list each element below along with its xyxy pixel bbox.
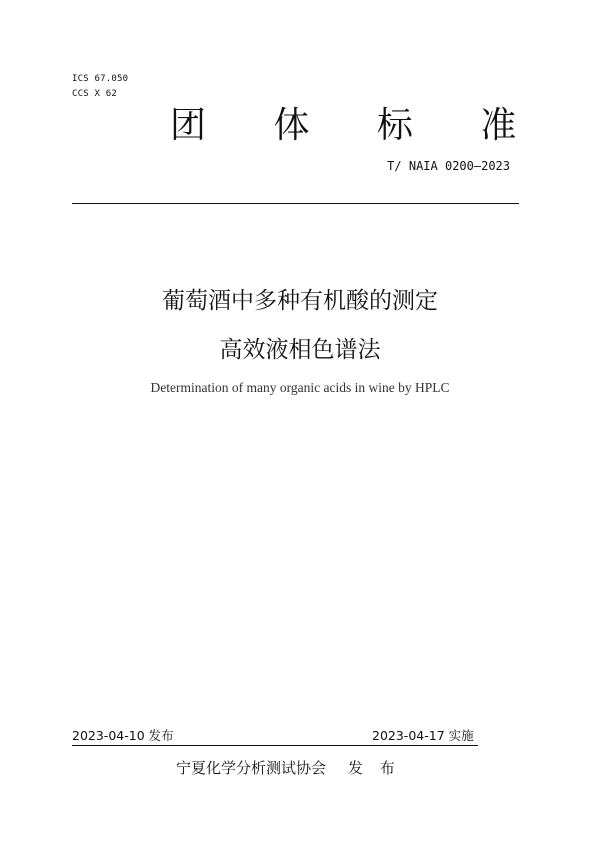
publisher-line <box>176 757 401 779</box>
document-title-line-1: 葡萄酒中多种有机酸的测定 <box>162 288 438 314</box>
standard-type-heading: 团 体 标 准 <box>170 105 545 146</box>
implementation-date: 2023-04-17 实施 <box>372 728 474 743</box>
standard-number: T/ NAIA 0200—2023 <box>387 159 510 173</box>
footer-divider <box>72 745 478 746</box>
issue-date: 2023-04-10 发布 <box>72 728 174 743</box>
publisher-name: 宁夏化学分析测试协会 <box>176 759 327 777</box>
document-title-line-2: 高效液相色谱法 <box>219 337 381 363</box>
ccs-code: CCS X 62 <box>72 89 117 99</box>
ics-code: ICS 67.050 <box>72 74 129 84</box>
document-title-english: Determination of many organic acids in wine by HPLC <box>150 380 450 395</box>
classification-codes <box>72 72 128 102</box>
header-divider <box>72 203 519 204</box>
publisher-action: 发 布 <box>348 759 401 777</box>
